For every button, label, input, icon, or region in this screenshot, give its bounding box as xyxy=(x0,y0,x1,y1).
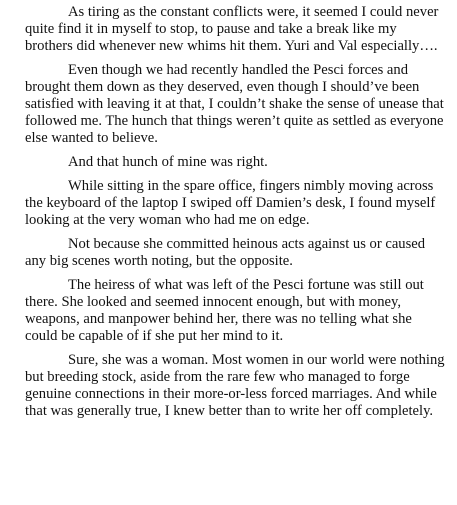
document-page xyxy=(25,4,445,427)
paragraph: The heiress of what was left of the Pesci fortune was still out there. She looked and seemed innocent enough, but with money, weapons, and manpower behind her, there was no telling what she could be capable of if she put her mind to it. xyxy=(25,277,424,344)
paragraph: Sure, she was a woman. Most women in our world were nothing but breeding stock, aside from the rare few who managed to forge genuine connections in their more-or-less forced marriages. And while that was generally true, I knew better than to write her off completely. xyxy=(25,352,445,419)
paragraph: As tiring as the constant conflicts were, it seemed I could never quite find it in myself to stop, to pause and take a break like my brothers did whenever new whims hit them. Yuri and Val especially…. xyxy=(25,4,439,54)
paragraph: And that hunch of mine was right. xyxy=(68,154,268,170)
paragraph: Not because she committed heinous acts against us or caused any big scenes worth noting, but the opposite. xyxy=(25,236,426,269)
paragraph: Even though we had recently handled the Pesci forces and brought them down as they deserved, even though I should’ve been satisfied with leaving it at that, I couldn’t shake the sense of unease that followed me. The hunch that things weren’t quite as settled as everyone else wanted to believe. xyxy=(25,62,444,146)
paragraph: While sitting in the spare office, fingers nimbly moving across the keyboard of the laptop I swiped off Damien’s desk, I found myself looking at the very woman who had me on edge. xyxy=(25,178,436,228)
